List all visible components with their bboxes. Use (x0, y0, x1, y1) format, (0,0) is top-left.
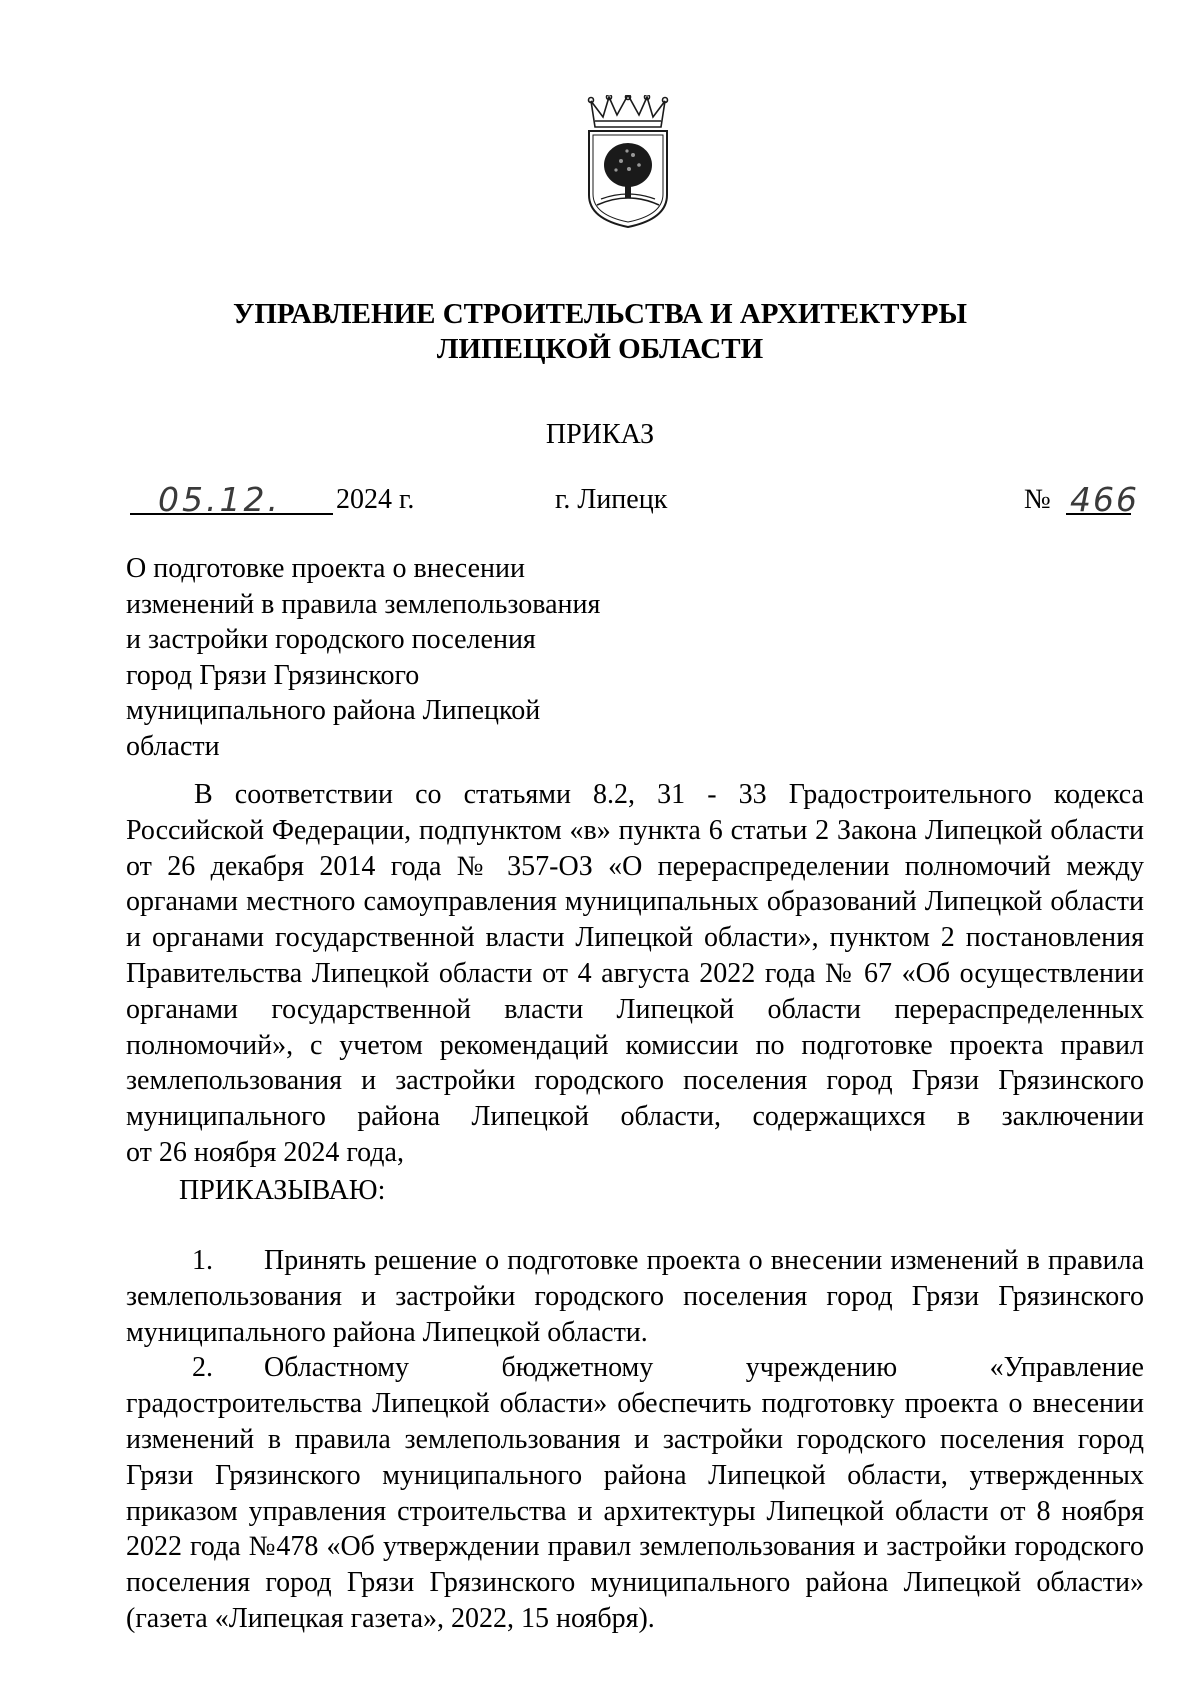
subject-line: и застройки городского поселения (126, 624, 536, 655)
subject-line: город Грязи Грязинского (126, 659, 420, 691)
preamble-line: Российской Федерации, подпунктом «в» пункта 6 статьи 2 Закона Липецкой области (126, 814, 1144, 846)
date-city-number-line (0, 480, 1200, 524)
item-line: градостроительства Липецкой области» обеспечить подготовку проекта о внесении (126, 1388, 1144, 1420)
number-sign: № (1024, 484, 1051, 515)
preamble-line: от 26 ноября 2024 года, (126, 1136, 404, 1168)
document-type-title: ПРИКАЗ (545, 419, 655, 450)
subject-line: муниципального района Липецкой (126, 695, 541, 726)
preamble-line: и органами государственной власти Липецкой области», пунктом 2 постановления (126, 922, 1144, 954)
item-1-first-line (126, 1243, 1144, 1279)
item-line: землепользования и застройки городского поселения город Грязи Грязинского (126, 1280, 1144, 1312)
preamble-line: муниципального района Липецкой области, содержащихся в заключении (126, 1101, 1144, 1133)
preamble-line: землепользования и застройки городского поселения город Грязи Грязинского (126, 1065, 1144, 1097)
preamble-paragraph (126, 777, 1144, 1171)
item-number: 1. (192, 1245, 213, 1276)
organization-title (0, 297, 1200, 367)
handwritten-number: 466 (1070, 480, 1139, 519)
organization-title-line-1: УПРАВЛЕНИЕ СТРОИТЕЛЬСТВА И АРХИТЕКТУРЫ (233, 298, 967, 330)
subject-line: О подготовке проекта о внесении (126, 553, 525, 584)
item-line: поселения город Грязи Грязинского муниципального района Липецкой области» (126, 1567, 1144, 1599)
coat-of-arms-emblem (583, 95, 673, 233)
item-line: 2022 года №478 «Об утверждении правил землепользования и застройки городского (126, 1531, 1144, 1563)
organization-title-line-2: ЛИПЕЦКОЙ ОБЛАСТИ (436, 333, 764, 365)
item-line: изменений в правила землепользования и застройки городского поселения город (126, 1423, 1144, 1455)
preamble-line: от 26 декабря 2014 года № 357-ОЗ «О перераспределении полномочий между (126, 850, 1144, 882)
item-line: Принять решение о подготовке проекта о внесении изменений в правила (264, 1245, 1144, 1276)
item-line: (газета «Липецкая газета», 2022, 15 ноября). (126, 1602, 655, 1634)
item-2-first-line (126, 1350, 1144, 1386)
subject-line: области (126, 730, 220, 762)
item-line: Областному бюджетному учреждению «Управление (264, 1352, 1144, 1384)
order-word: ПРИКАЗЫВАЮ: (179, 1175, 386, 1206)
order-items (126, 1243, 1144, 1637)
preamble-line: органами местного самоуправления муниципальных образований Липецкой области (126, 886, 1144, 918)
document-subject (126, 551, 646, 764)
item-number: 2. (192, 1352, 213, 1384)
date-year: 2024 г. (336, 484, 415, 515)
item-line: муниципального района Липецкой области. (126, 1316, 648, 1348)
handwritten-date: 05.12. (158, 480, 281, 519)
subject-line: изменений в правила землепользования (126, 588, 601, 620)
preamble-line: В соответствии со статьями 8.2, 31 - 33 Градостроительного кодекса (194, 779, 1144, 810)
preamble-line: органами государственной власти Липецкой области перераспределенных (126, 993, 1144, 1025)
preamble-line: Правительства Липецкой области от 4 августа 2022 года № 67 «Об осуществлении (126, 957, 1144, 989)
preamble-line: полномочий», с учетом рекомендаций комиссии по подготовке проекта правил (126, 1029, 1144, 1061)
item-line: Грязи Грязинского муниципального района Липецкой области, утвержденных (126, 1459, 1144, 1491)
item-line: приказом управления строительства и архитектуры Липецкой области от 8 ноября (126, 1495, 1144, 1527)
city-name: г. Липецк (555, 484, 668, 515)
